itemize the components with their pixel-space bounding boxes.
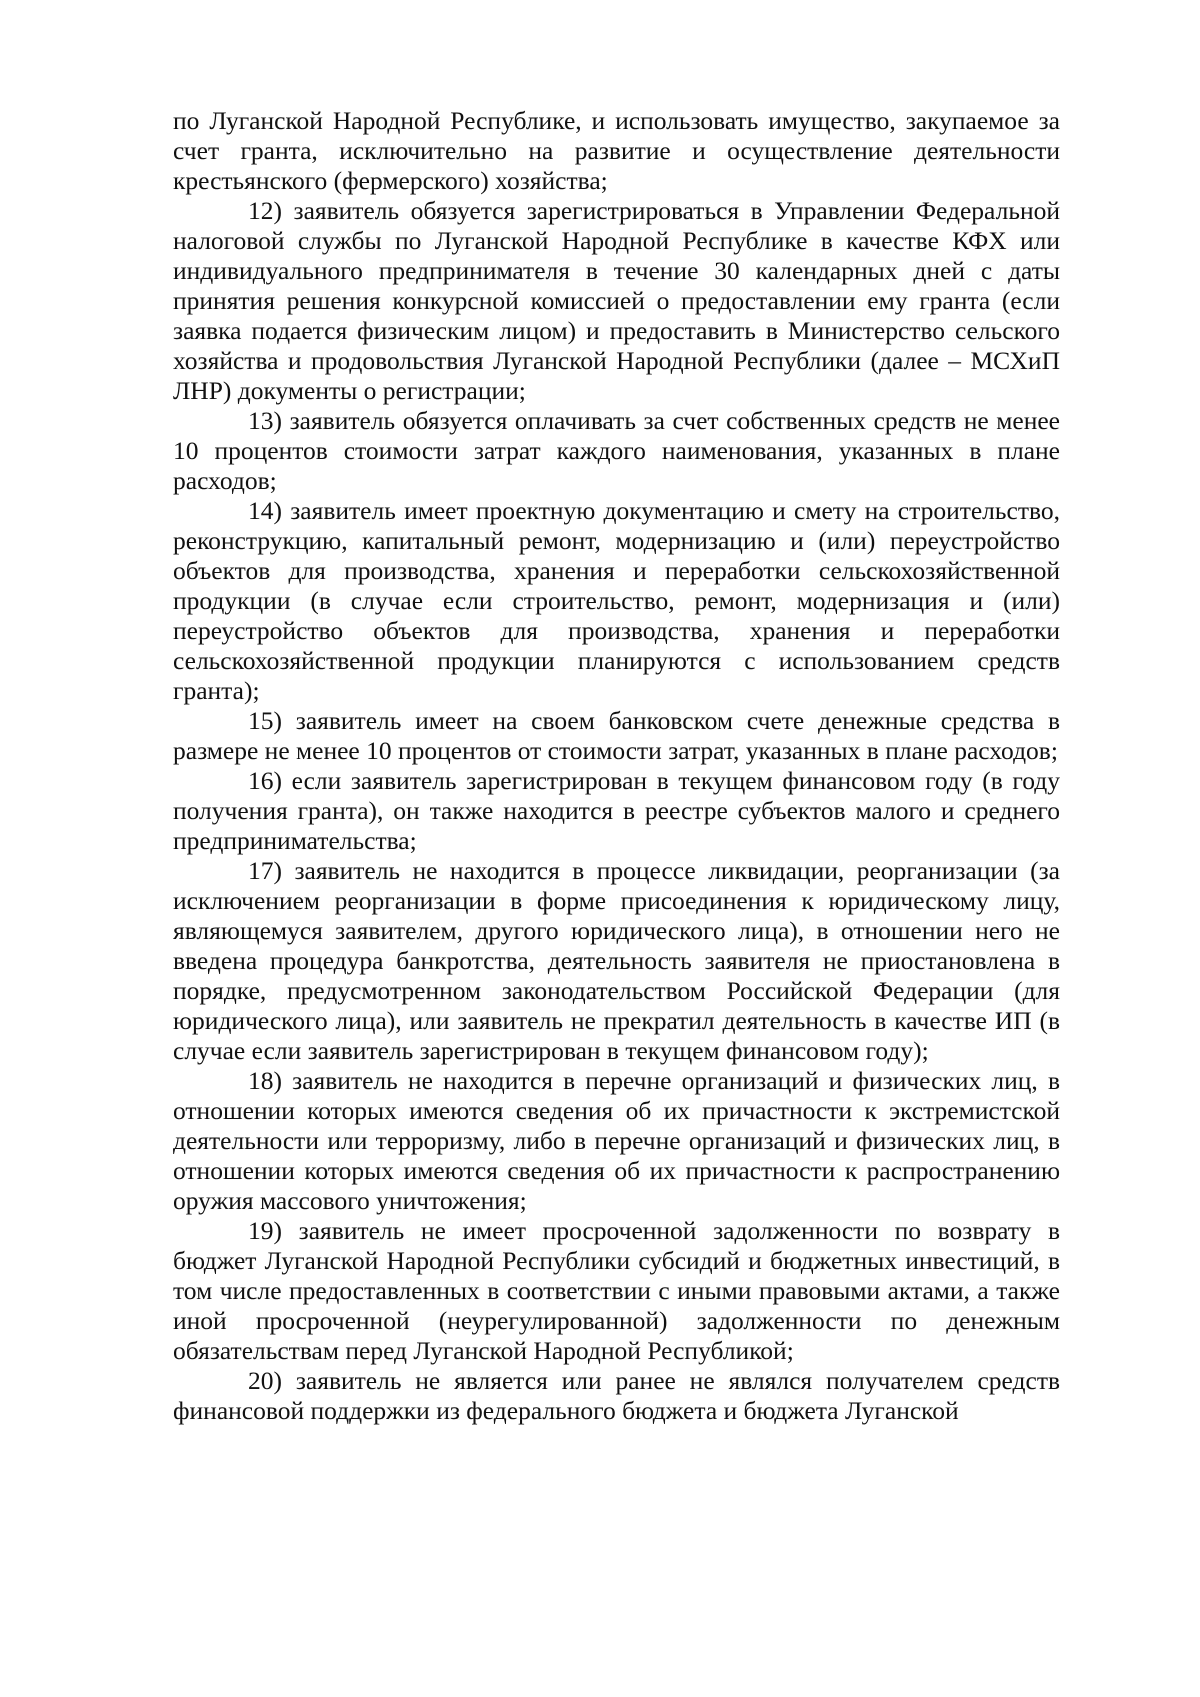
list-item-18: 18) заявитель не находится в перечне организаций и физических лиц, в отношении которых имеются сведения об их причастности к экстремистской деятельности или терроризму, либо в перечне организаций и физических лиц, в отношении которых имеются сведения об их причастности к распространению оружия массового уничтожения; xyxy=(173,1066,1060,1215)
list-item-16: 16) если заявитель зарегистрирован в текущем финансовом году (в году получения гранта), он также находится в реестре субъектов малого и среднего предпринимательства; xyxy=(173,766,1060,855)
list-item-14: 14) заявитель имеет проектную документацию и смету на строительство, реконструкцию, капитальный ремонт, модернизацию и (или) переустройство объектов для производства, хранения и переработки сельскохозяйственной продукции (в случае если строительство, ремонт, модернизация и (или) переустройство объектов для производства, хранения и переработки сельскохозяйственной продукции планируются с использованием средств гранта); xyxy=(173,496,1060,705)
paragraph-intro: по Луганской Народной Республике, и использовать имущество, закупаемое за счет гранта, исключительно на развитие и осуществление деятельности крестьянского (фермерского) хозяйства; xyxy=(173,106,1060,195)
list-item-15: 15) заявитель имеет на своем банковском счете денежные средства в размере не менее 10 процентов от стоимости затрат, указанных в плане расходов; xyxy=(173,706,1060,765)
list-item-12: 12) заявитель обязуется зарегистрироваться в Управлении Федеральной налоговой службы по Луганской Народной Республике в качестве КФХ или индивидуального предпринимателя в течение 30 календарных дней с даты принятия решения конкурсной комиссией о предоставлении ему гранта (если заявка подается физическим лицом) и предоставить в Министерство сельского хозяйства и продовольствия Луганской Народной Республики (далее – МСХиП ЛНР) документы о регистрации; xyxy=(173,196,1060,405)
document-page xyxy=(173,106,1060,1426)
list-item-17: 17) заявитель не находится в процессе ликвидации, реорганизации (за исключением реорганизации в форме присоединения к юридическому лицу, являющемуся заявителем, другого юридического лица), в отношении него не введена процедура банкротства, деятельность заявителя не приостановлена в порядке, предусмотренном законодательством Российской Федерации (для юридического лица), или заявитель не прекратил деятельность в качестве ИП (в случае если заявитель зарегистрирован в текущем финансовом году); xyxy=(173,856,1060,1065)
list-item-13: 13) заявитель обязуется оплачивать за счет собственных средств не менее 10 процентов стоимости затрат каждого наименования, указанных в плане расходов; xyxy=(173,406,1060,495)
list-item-20: 20) заявитель не является или ранее не являлся получателем средств финансовой поддержки из федерального бюджета и бюджета Луганской xyxy=(173,1366,1060,1425)
list-item-19: 19) заявитель не имеет просроченной задолженности по возврату в бюджет Луганской Народной Республики субсидий и бюджетных инвестиций, в том числе предоставленных в соответствии с иными правовыми актами, а также иной просроченной (неурегулированной) задолженности по денежным обязательствам перед Луганской Народной Республикой; xyxy=(173,1216,1060,1365)
